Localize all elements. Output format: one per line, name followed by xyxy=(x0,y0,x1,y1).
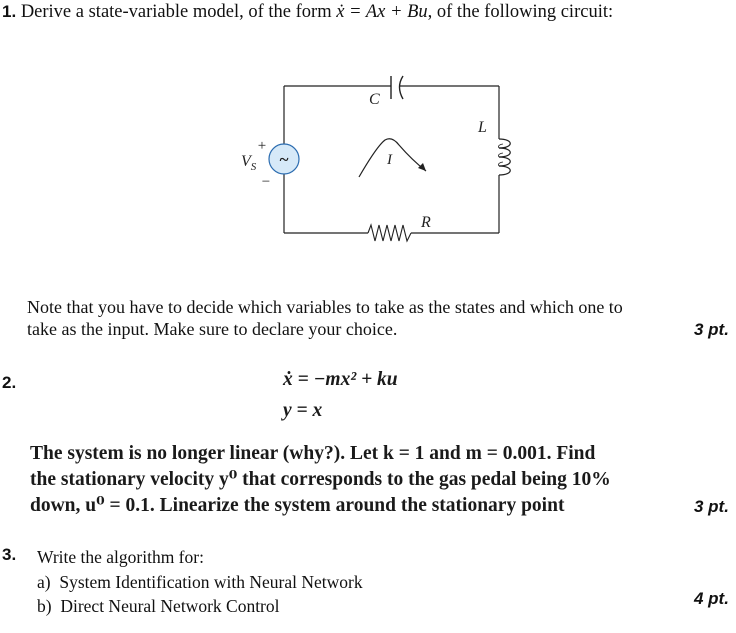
inductor-symbol xyxy=(499,139,511,175)
equation-output: y = x xyxy=(283,400,323,421)
question-2-text xyxy=(30,441,611,519)
capacitor-symbol xyxy=(391,76,403,99)
capacitor-label: C xyxy=(369,91,380,108)
inductor-label: L xyxy=(478,119,487,136)
question-3-number: 3. xyxy=(2,545,17,564)
question-1-points: 3 pt. xyxy=(694,320,729,339)
note-line-2: take as the input. Make sure to declare your choice. xyxy=(27,319,398,339)
current-label: I xyxy=(387,152,392,168)
note-line-1: Note that you have to decide which variables to take as the states and which one to xyxy=(27,297,623,317)
q2-text-line-1: The system is no longer linear (why?). Let k = 1 and m = 0.001. Find xyxy=(30,443,596,464)
current-arrowhead-icon xyxy=(418,163,426,171)
question-3-points: 4 pt. xyxy=(694,589,729,608)
question-text-end: , of the following circuit: xyxy=(427,2,614,22)
equation-state: ẋ = −mx² + ku xyxy=(283,369,398,390)
ac-tilde-icon: ~ xyxy=(279,150,289,169)
resistor-label: R xyxy=(421,214,431,231)
list-marker: b) xyxy=(37,596,52,616)
question-2-number: 2. xyxy=(2,373,17,392)
question-text: Derive a state-variable model, of the form xyxy=(20,2,337,22)
list-item xyxy=(37,596,280,617)
state-equation-form: ẋ = Ax + Bu xyxy=(336,2,428,22)
source-label: $V_S$ xyxy=(241,153,257,173)
question-2-points: 3 pt. xyxy=(694,497,729,516)
list-item-text: System Identification with Neural Network xyxy=(59,572,363,592)
q2-text-line-2: the stationary velocity y⁰ that corresponds to the gas pedal being 10% xyxy=(30,469,611,490)
list-marker: a) xyxy=(37,572,51,592)
question-1-note xyxy=(27,296,623,340)
source-plus-sign: + xyxy=(257,138,267,154)
question-3-intro: Write the algorithm for: xyxy=(37,547,204,567)
q2-text-line-3: down, u⁰ = 0.1. Linearize the system around the stationary point xyxy=(30,495,565,516)
list-item xyxy=(37,572,363,593)
source-minus-sign: − xyxy=(261,174,271,190)
current-arrow xyxy=(359,139,426,177)
resistor-symbol xyxy=(368,225,411,241)
list-item-text: Direct Neural Network Control xyxy=(60,596,280,616)
rlc-circuit-diagram xyxy=(0,0,736,290)
question-number: 1. xyxy=(2,2,17,21)
